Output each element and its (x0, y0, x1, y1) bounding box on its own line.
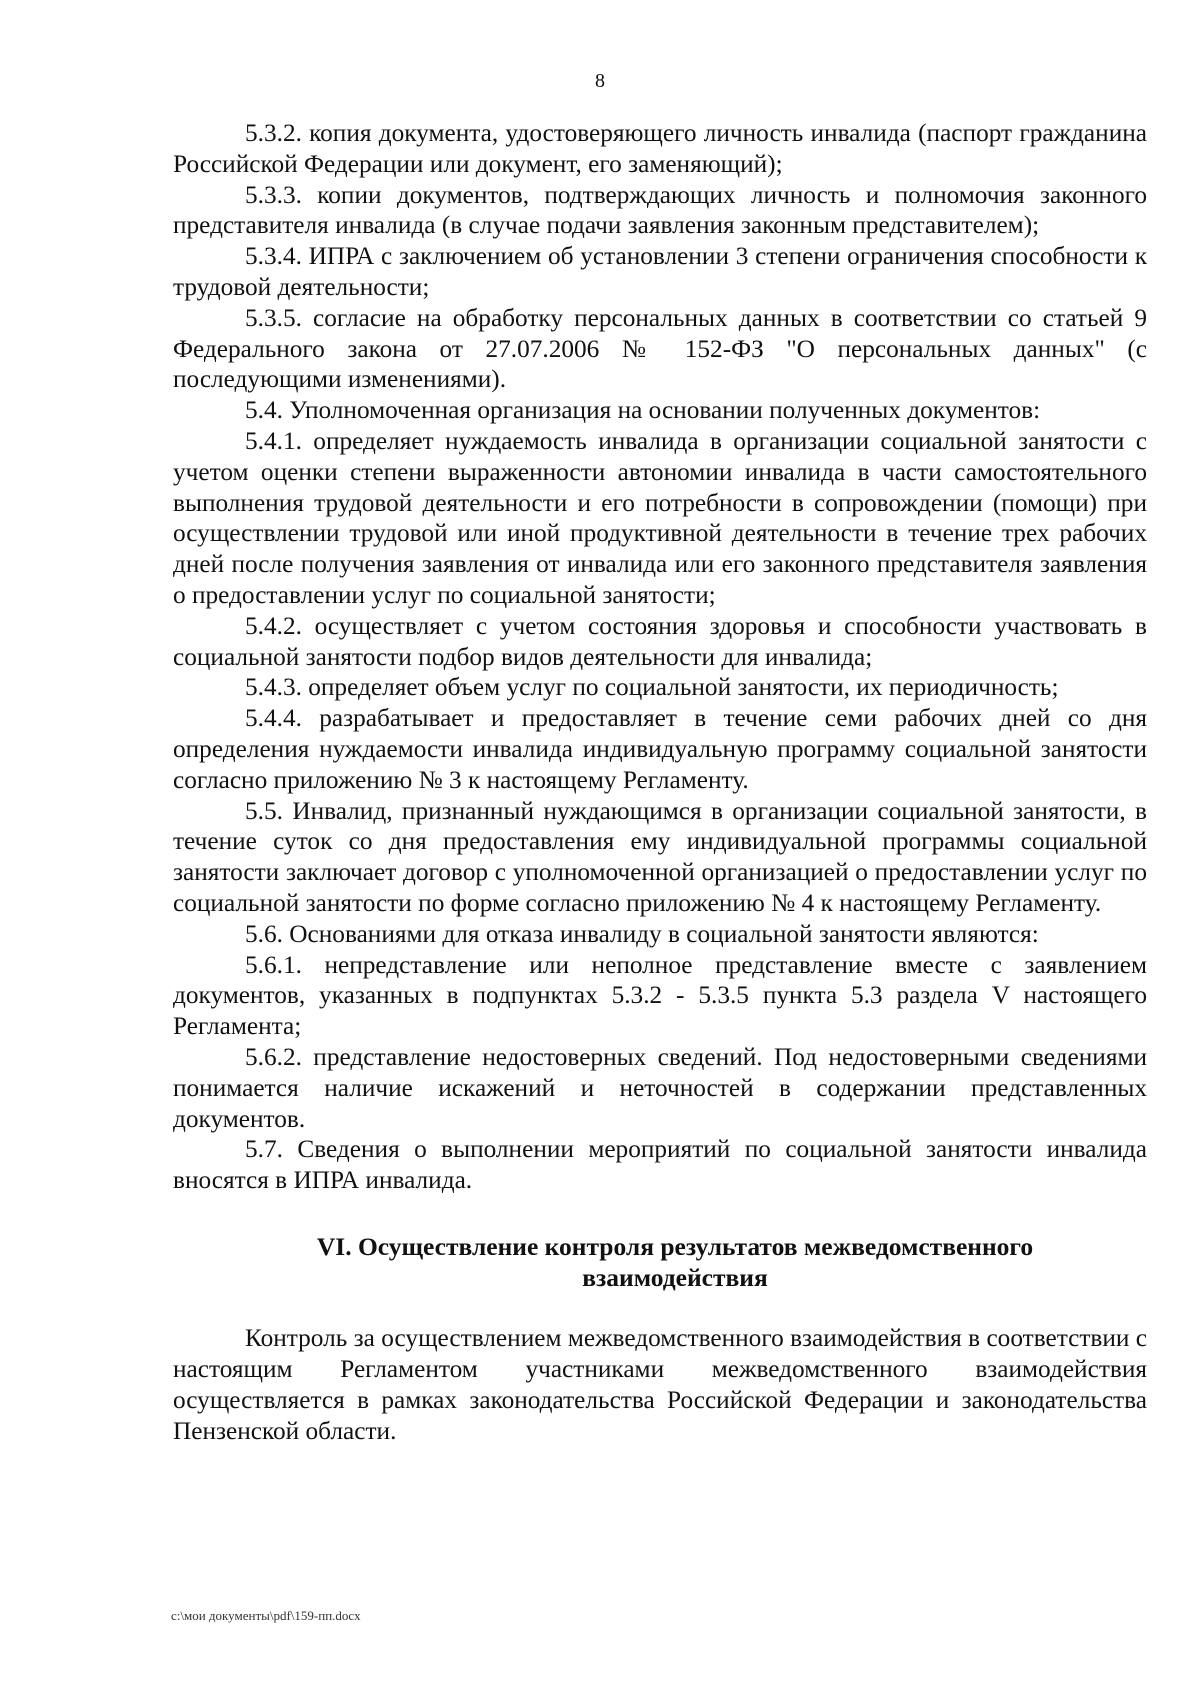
paragraph-5-4-1: 5.4.1. определяет нуждаемость инвалида в организации социальной занятости с учетом оценки степени выраженности автономии инвалида в части самостоятельного выполнения трудовой деятельности и его потребности в сопровождении (помощи) при осуществлении трудовой или иной продуктивной деятельности в течение трех рабочих дней после получения заявления от инвалида или его законного представителя заявления о предоставлении услуг по социальной занятости; (173, 426, 1147, 609)
paragraph-5-3-5: 5.3.5. согласие на обработку персональных данных в соответствии со статьей 9 Федерального закона от 27.07.2006 № 152-ФЗ "О персональных данных" (с последующими изменениями). (173, 303, 1147, 394)
paragraph-5-4-2: 5.4.2. осуществляет с учетом состояния здоровья и способности участвовать в социальной занятости подбор видов деятельности для инвалида; (173, 611, 1147, 671)
paragraph-5-6-2: 5.6.2. представление недостоверных сведений. Под недостоверными сведениями понимается наличие искажений и неточностей в содержании представленных документов. (173, 1042, 1147, 1133)
paragraph-5-4: 5.4. Уполномоченная организация на основании полученных документов: (245, 396, 1041, 425)
paragraph-5-3-2: 5.3.2. копия документа, удостоверяющего личность инвалида (паспорт гражданина Российской Федерации или документ, его заменяющий); (173, 119, 1147, 178)
paragraph-5-4-4: 5.4.4. разрабатывает и предоставляет в течение семи рабочих дней со дня определения нуждаемости инвалида индивидуальную программу социальной занятости согласно приложению № 3 к настоящему Регламенту. (173, 704, 1147, 794)
footer-file-path: c:\мои документы\pdf\159-пп.docx (171, 1608, 361, 1623)
document-body (173, 118, 1147, 1447)
paragraph-5-6: 5.6. Основаниями для отказа инвалиду в социальной занятости являются: (245, 919, 1039, 948)
paragraph-5-7: 5.7. Сведения о выполнении мероприятий по социальной занятости инвалида вносятся в ИПРА инвалида. (173, 1135, 1147, 1195)
paragraph-5-6-1: 5.6.1. непредставление или неполное представление вместе с заявлением документов, указанных в подпунктах 5.3.2 - 5.3.5 пункта 5.3 раздела V настоящего Регламента; (173, 950, 1147, 1041)
paragraph-5-3-4: 5.3.4. ИПРА с заключением об установлении 3 степени ограничения способности к трудовой деятельности; (173, 242, 1147, 301)
page-number: 8 (595, 70, 605, 92)
section-heading: VI. Осуществление контроля результатов межведомственного взаимодействия (316, 1231, 1034, 1292)
paragraph-5-4-3: 5.4.3. определяет объем услуг по социальной занятости, их периодичность; (245, 673, 1059, 702)
paragraph-section-6: Контроль за осуществлением межведомственного взаимодействия в соответствии с настоящим Регламентом участниками межведомственного взаимодействия осуществляется в рамках законодательства Российской Федерации и законодательства Пензенской области. (173, 1324, 1147, 1445)
paragraph-5-5: 5.5. Инвалид, признанный нуждающимся в организации социальной занятости, в течение суток со дня предоставления ему индивидуальной программы социальной занятости заключает договор с уполномоченной организацией о предоставлении услуг по социальной занятости по форме согласно приложению № 4 к настоящему Регламенту. (173, 796, 1147, 917)
paragraph-5-3-3: 5.3.3. копии документов, подтверждающих личность и полномочия законного представителя инвалида (в случае подачи заявления законным представителем); (173, 180, 1147, 240)
